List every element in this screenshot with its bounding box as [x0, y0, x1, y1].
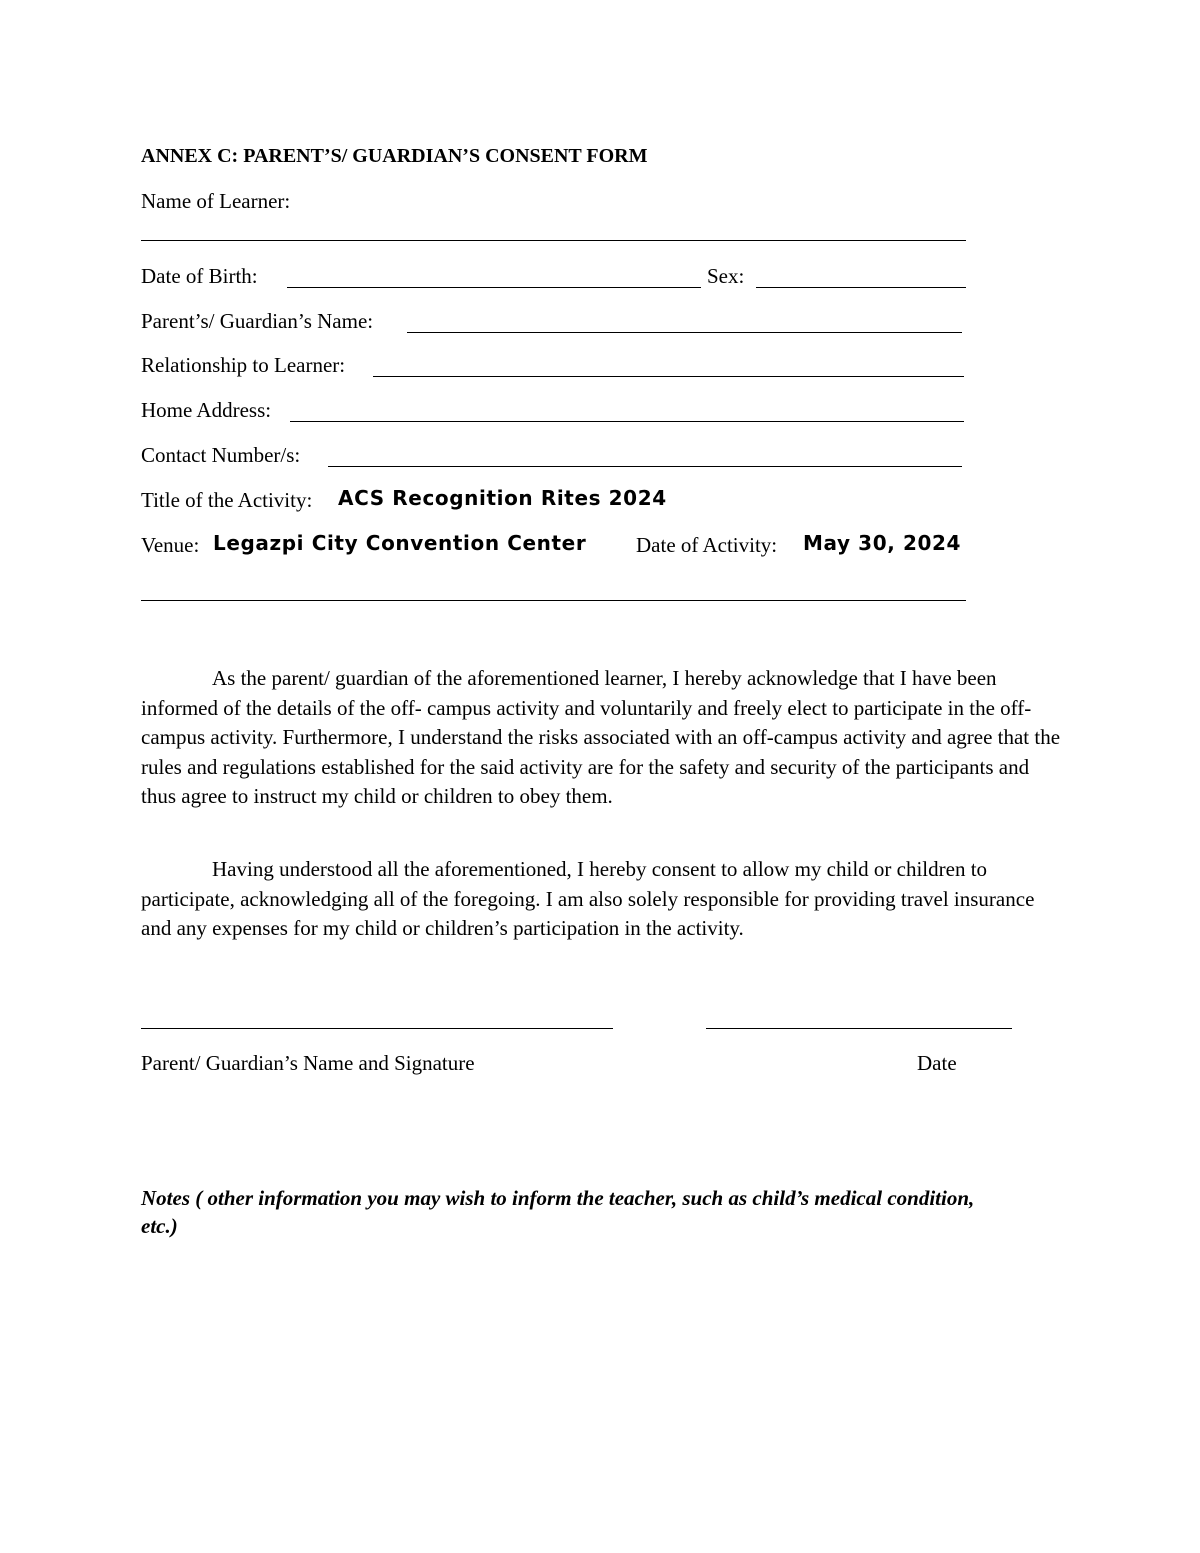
signature-date-label: Date [917, 1051, 957, 1075]
dob-line[interactable] [287, 287, 701, 288]
form-title: ANNEX C: PARENT’S/ GUARDIAN’S CONSENT FORM [141, 145, 648, 167]
activity-title-value: ACS Recognition Rites 2024 [338, 486, 667, 510]
address-label: Home Address: [141, 398, 272, 422]
section-divider [141, 600, 966, 601]
venue-value: Legazpi City Convention Center [213, 531, 587, 555]
activity-date-value: May 30, 2024 [803, 531, 962, 555]
consent-paragraph: Having understood all the aforementioned, I hereby consent to allow my child or children to participate, acknowledging all of the foregoing. I am also solely responsible for providing travel insurance and any expenses for my child or children’s participation in the activity. [141, 857, 1035, 940]
activity-title-label: Title of the Activity: [141, 488, 313, 512]
signature-date-line[interactable] [706, 1028, 1012, 1029]
learner-name-line[interactable] [141, 240, 966, 241]
address-line[interactable] [290, 421, 964, 422]
relationship-line[interactable] [373, 376, 964, 377]
signature-line[interactable] [141, 1028, 613, 1029]
notes-text: Notes ( other information you may wish to inform the teacher, such as child’s medical condition, etc.) [141, 1186, 975, 1238]
sex-line[interactable] [756, 287, 966, 288]
guardian-name-line[interactable] [407, 332, 962, 333]
contact-label: Contact Number/s: [141, 443, 301, 467]
signature-label: Parent/ Guardian’s Name and Signature [141, 1051, 475, 1075]
sex-label: Sex: [707, 264, 745, 288]
guardian-name-label: Parent’s/ Guardian’s Name: [141, 309, 374, 333]
acknowledgement-paragraph: As the parent/ guardian of the aforementioned learner, I hereby acknowledge that I have been informed of the details of the off- campus activity and voluntarily and freely elect to participate in the off- campus activity. Furthermore, I understand the risks associated with an off-campus activity and agree that the rules and regulations established for the said activity are for the safety and security of the participants and thus agree to instruct my child or children to obey them. [141, 666, 1061, 808]
venue-label: Venue: [141, 533, 200, 557]
contact-line[interactable] [328, 466, 962, 467]
relationship-label: Relationship to Learner: [141, 353, 346, 377]
learner-name-label: Name of Learner: [141, 189, 291, 213]
dob-label: Date of Birth: [141, 264, 258, 288]
activity-date-label: Date of Activity: [636, 533, 778, 557]
